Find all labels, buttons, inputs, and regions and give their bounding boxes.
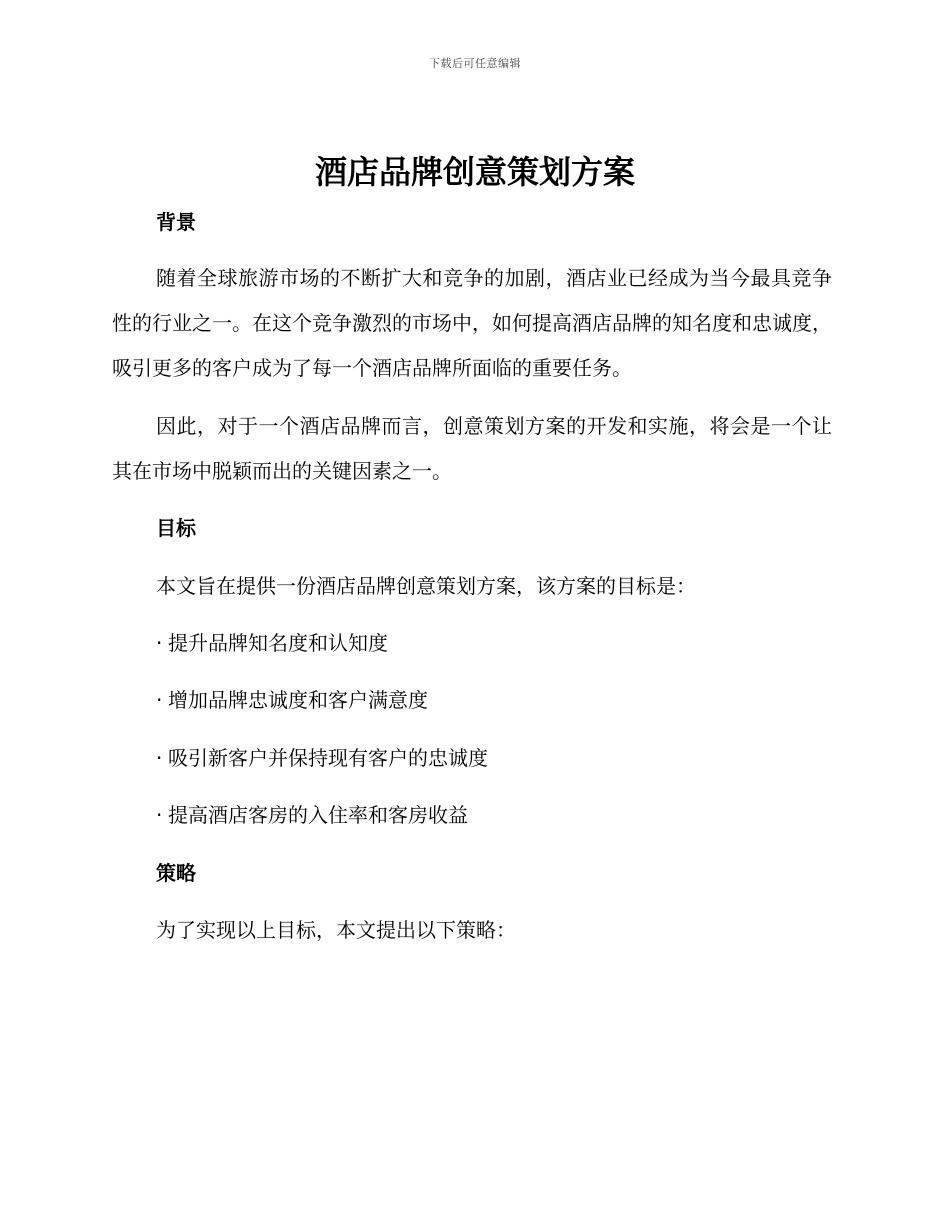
bullet-dot-icon: · (156, 688, 163, 712)
list-item (156, 686, 428, 714)
strategy-intro: 为了实现以上目标，本文提出以下策略： (156, 918, 516, 942)
section-heading-strategy: 策略 (156, 861, 196, 885)
goals-intro: 本文旨在提供一份酒店品牌创意策划方案，该方案的目标是： (156, 574, 696, 598)
list-item (156, 744, 488, 772)
list-item-text: 增加品牌忠诚度和客户满意度 (168, 688, 428, 712)
section-heading-background: 背景 (156, 210, 196, 234)
bullet-dot-icon: · (156, 803, 163, 827)
bullet-dot-icon: · (156, 746, 163, 770)
section-heading-goals: 目标 (156, 516, 196, 540)
page-header-note: 下载后可任意编辑 (429, 57, 521, 70)
list-item-text: 吸引新客户并保持现有客户的忠诚度 (168, 746, 488, 770)
list-item-text: 提升品牌知名度和认知度 (168, 631, 388, 655)
background-paragraph-1: 随着全球旅游市场的不断扩大和竞争的加剧，酒店业已经成为当今最具竞争性的行业之一。在这个竞争激烈的市场中，如何提高酒店品牌的知名度和忠诚度，吸引更多的客户成为了每一个酒店品牌所面临的重要任务。 (112, 266, 832, 380)
list-item (156, 801, 468, 829)
document-title: 酒店品牌创意策划方案 (314, 153, 635, 191)
bullet-dot-icon: · (156, 631, 163, 655)
background-paragraph-2: 因此，对于一个酒店品牌而言，创意策划方案的开发和实施，将会是一个让其在市场中脱颖而出的关键因素之一。 (112, 414, 832, 483)
list-item (156, 629, 388, 657)
list-item-text: 提高酒店客房的入住率和客房收益 (168, 803, 468, 827)
